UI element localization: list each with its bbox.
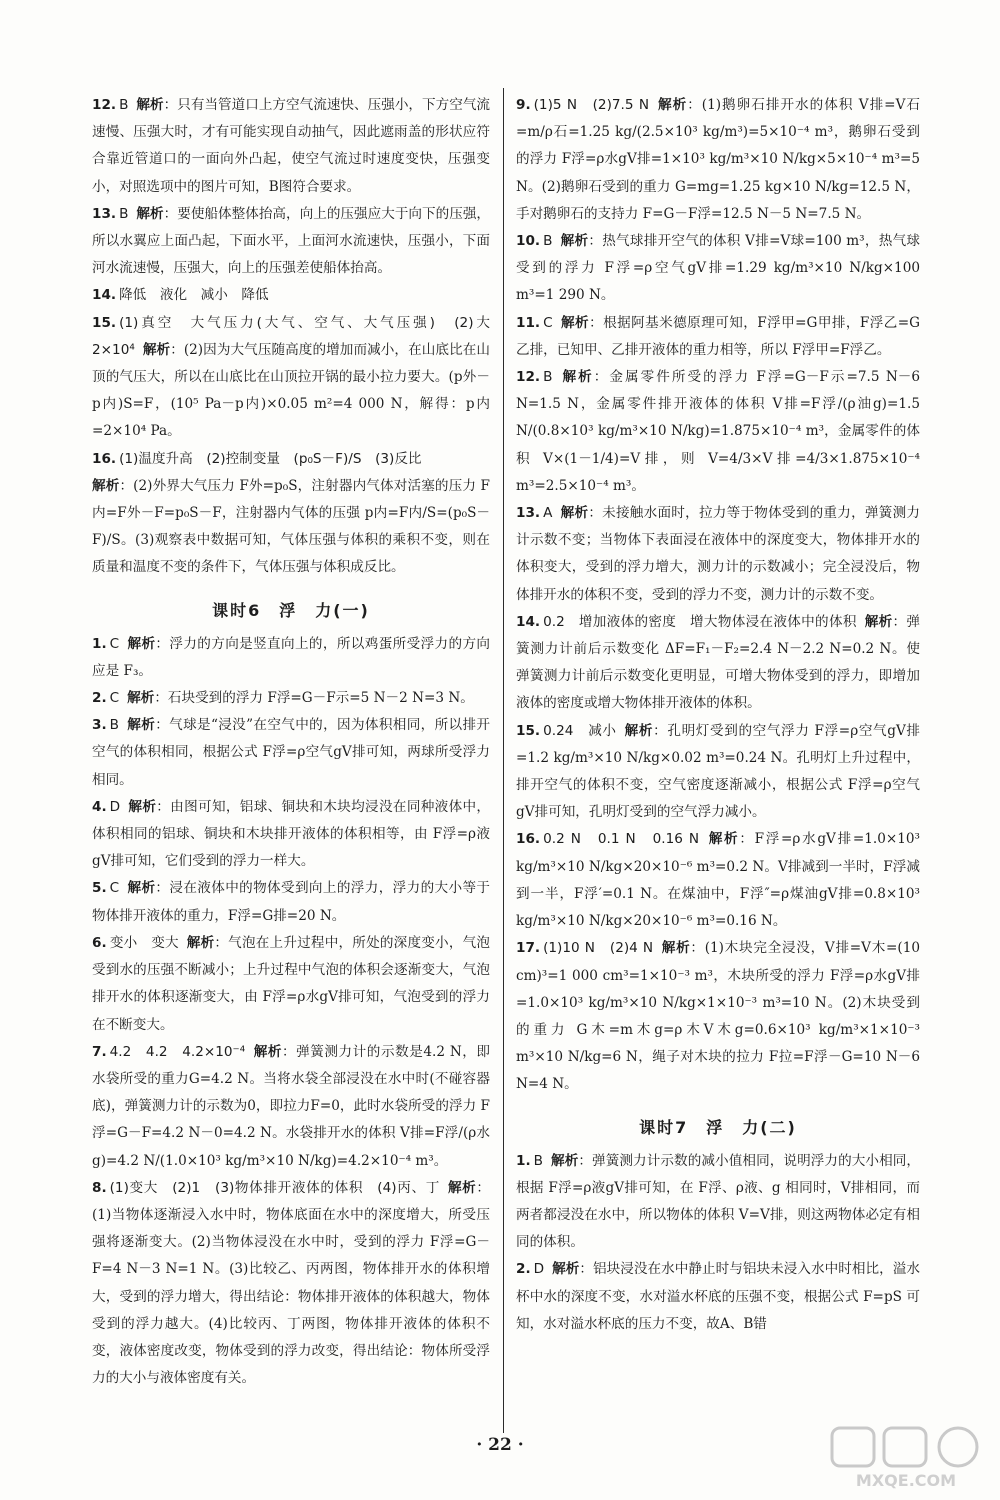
question-number: 11. <box>516 314 541 331</box>
question-number: 7. <box>92 1043 107 1060</box>
question-number: 16. <box>92 450 117 467</box>
explanation-label: 解析 <box>552 1261 580 1278</box>
explanation-text: ：(1)鹅卵石排开水的体积 V排=V石=m/ρ石=1.25 kg/(2.5×10³ kg/m³)=5×10⁻⁴ m³，鹅卵石受到的浮力 F浮=ρ水gV排=1×10³ kg/m³×10 N/kg×5×10⁻⁴ m³=5 N。(2)鹅卵石受到的重力 G=mg=1.25 kg×10 N/kg=12.5 N，手对鹅卵石的支持力 F=G－F浮=12.5 N－5 N=7.5 N。 <box>516 97 920 222</box>
answer-item <box>92 1039 490 1175</box>
explanation-label: 解析 <box>624 722 654 739</box>
answer-item <box>92 1175 490 1393</box>
explanation-text: ：浮力的方向是竖直向上的，所以鸡蛋所受浮力的方向应是 F₃。 <box>92 635 491 679</box>
answer-choice: 变小 变大 <box>109 934 179 951</box>
question-number: 2. <box>516 1261 531 1278</box>
answer-item <box>92 446 490 473</box>
answer-item <box>516 1256 920 1338</box>
answer-item <box>516 609 920 718</box>
explanation-label: 解析 <box>560 233 589 250</box>
question-number: 14. <box>516 613 541 630</box>
explanation-text: ：孔明灯受到的空气浮力 F浮=ρ空气gV排=1.2 kg/m³×10 N/kg×0.02 m³=0.24 N。孔明灯上升过程中，排开空气的体积不变，空气密度逐渐减小，根据公式 F浮=ρ空气gV排可知，孔明灯受到的空气浮力减小。 <box>516 722 921 821</box>
explanation-label: 解析 <box>128 798 157 815</box>
question-number: 1. <box>516 1152 531 1169</box>
answer-item <box>92 282 490 309</box>
explanation-text: ：要使船体整体抬高，向上的压强应大于向下的压强，所以水翼应上面凸起，下面水平，上面河水流速快，压强小，下面河水流速慢，压强大，向上的压强差使船体抬高。 <box>92 205 491 277</box>
watermark-logo <box>826 1422 986 1492</box>
question-number: 1. <box>92 635 107 652</box>
answer-item <box>516 718 920 827</box>
answer-item <box>92 685 490 712</box>
answer-choice: 降低 液化 减小 降低 <box>119 287 269 304</box>
explanation-label: 解析 <box>92 477 120 494</box>
explanation-label: 解析 <box>550 1152 579 1169</box>
answer-choice: 0.2 N 0.1 N 0.16 N <box>543 831 700 848</box>
question-number: 10. <box>516 233 541 250</box>
answer-item <box>516 364 920 500</box>
lesson-heading: 课时7 浮 力(二) <box>639 1117 797 1137</box>
explanation-label: 解析 <box>560 314 590 331</box>
answer-choice: D <box>109 798 121 815</box>
answer-choice: (1)5 N (2)7.5 N <box>533 97 649 113</box>
question-number: 3. <box>92 717 107 734</box>
answer-choice: B <box>109 717 119 734</box>
explanation-text: ：根据阿基米德原理可知，F浮甲=G甲排，F浮乙=G乙排，已知甲、乙排开液体的重力相等，所以 F浮甲=F浮乙。 <box>516 314 920 358</box>
explanation-text: ：铝块浸没在水中静止时与铝块未浸入水中时相比，溢水杯中水的深度不变，水对溢水杯底的压强不变，根据公式 F=pS 可知，水对溢水杯底的压力不变，故A、B错 <box>516 1261 921 1332</box>
question-number: 15. <box>92 314 117 331</box>
explanation-label: 解析 <box>186 934 215 951</box>
answer-item <box>92 310 504 446</box>
answer-item <box>516 826 920 935</box>
explanation-label: 解析 <box>126 717 156 734</box>
explanation-text: ：气球是“浸没”在空气中的，因为体积相同，所以排开空气的体积相同，根据公式 F浮=ρ空气gV排可知，两球所受浮力相同。 <box>92 717 491 788</box>
explanation-text: ：弹簧测力计的示数是4.2 N，即水袋所受的重力G=4.2 N。当将水袋全部浸没在水中时(不碰容器底)，弹簧测力计的示数为0，即拉力F=0，此时水袋所受的浮力 F浮=G－F=4.2 N－0=4.2 N。水袋排开水的体积 V排=F浮/(ρ水g)=4.2 N/(1.0×10³ kg/m³×10 N/kg)=4.2×10⁻⁴ m³。 <box>92 1043 491 1169</box>
answer-item <box>92 712 490 794</box>
question-number: 12. <box>92 97 117 113</box>
answer-choice: A <box>543 505 553 522</box>
column-divider <box>503 88 504 1433</box>
explanation-label: 解析 <box>127 690 155 707</box>
question-number: 13. <box>516 505 541 522</box>
explanation-label: 解析 <box>142 341 171 358</box>
explanation-text: ：气泡在上升过程中，所处的深度变小，气泡受到水的压强不断减小；上升过程中气泡的体积会逐渐变大，气泡排开水的体积逐渐变大，由 F浮=ρ水gV排可知，气泡受到的浮力在不断变大。 <box>92 934 491 1033</box>
answer-item <box>92 631 490 685</box>
question-number: 5. <box>92 880 107 897</box>
answer-item <box>516 228 920 310</box>
question-number: 9. <box>516 97 531 113</box>
explanation-label: 解析 <box>127 880 156 897</box>
explanation-text: ：热气球排开空气的体积 V排=V球=100 m³，热气球受到的浮力 F浮=ρ空气gV排=1.29 kg/m³×10 N/kg×100 m³=1 290 N。 <box>516 233 921 304</box>
explanation-label: 解析 <box>253 1043 282 1060</box>
answer-choice: B <box>533 1152 543 1169</box>
left-column <box>92 92 504 1392</box>
answer-choice: B <box>119 205 129 222</box>
explanation-label: 解析 <box>707 831 740 848</box>
explanation-label: 解析 <box>136 97 164 113</box>
answer-choice: C <box>109 635 120 652</box>
answer-item <box>92 930 490 1039</box>
explanation-label: 解析 <box>136 205 164 222</box>
explanation-text: ：只有当管道口上方空气流速快、压强小，下方空气流速慢、压强大时，才有可能实现自动抽气，因此遮雨盖的形状应符合靠近管道口的一面向外凸起，使空气流过时速度变快，压强变小，对照选项中的图片可知，B图符合要求。 <box>92 97 491 195</box>
explanation-label: 解析 <box>447 1179 477 1196</box>
page-number: · 22 · <box>476 1435 524 1455</box>
explanation-text: ：弹簧测力计前后示数变化 ΔF=F₁－F₂=2.4 N－2.2 N=0.2 N。使弹簧测力计前后示数变化更明显，可增大物体受到的浮力，即增加液体的密度或增大物体排开液体的体积。 <box>516 613 921 712</box>
question-number: 12. <box>516 369 541 386</box>
answer-item <box>516 1148 920 1257</box>
explanation-text: ：浸在液体中的物体受到向上的浮力，浮力的大小等于物体排开液体的重力，F浮=G排=20 N。 <box>92 880 491 924</box>
answer-item <box>516 500 920 609</box>
answer-choice: 0.24 减小 <box>543 722 617 739</box>
answer-choice: B <box>543 369 553 386</box>
explanation-text: ：石块受到的浮力 F浮=G－F示=5 N－2 N=3 N。 <box>154 690 474 707</box>
explanation-text: ：(1)当物体逐渐浸入水中时，物体底面在水中的深度增大，所受压强将逐渐变大。(2)当物体浸没在水中时，受到的浮力 F浮=G－F=4 N－3 N=1 N。(3)比较乙、丙两图，物体排开水的体积增大，受到的浮力增大，得出结论：物体排开液体的体积越大，物体受到的浮力越大。(4)比较丙、丁两图，物体排开液体的体积不变，液体密度改变，物体受到的浮力改变，得出结论：物体所受浮力的大小与液体密度有关。 <box>92 1179 491 1387</box>
answer-choice: 0.2 增加液体的密度 增大物体浸在液体中的体积 <box>543 613 857 630</box>
answer-item <box>516 935 920 1098</box>
answer-choice: (1)温度升高 (2)控制变量 (p₀S－F)/S (3)反比 <box>119 450 422 467</box>
question-number: 6. <box>92 934 107 951</box>
explanation-text: ：F浮=ρ水gV排=1.0×10³ kg/m³×10 N/kg×20×10⁻⁶ m³=0.2 N。V排减到一半时，F浮减到一半，F浮′=0.1 N。在煤油中，F浮″=ρ煤油gV排=0.8×10³ kg/m³×10 N/kg×20×10⁻⁶ m³=0.16 N。 <box>516 831 920 930</box>
explanation-label: 解析 <box>560 369 594 386</box>
question-number: 13. <box>92 205 117 222</box>
explanation-label: 解析 <box>657 97 688 113</box>
answer-item <box>92 92 490 201</box>
explanation-label: 解析 <box>661 940 691 957</box>
answer-choice: C <box>109 880 120 897</box>
explanation-label: 解析 <box>864 613 893 630</box>
explanation-text: ：金属零件所受的浮力 F浮=G－F示=7.5 N－6 N=1.5 N，金属零件排开液体的体积 V排=F浮/(ρ油g)=1.5 N/(0.8×10³ kg/m³×10 N/kg)=1.875×10⁻⁴ m³，金属零件的体积 V×(1－1/4)=V排，则 V=4/3×V排=4/3×1.875×10⁻⁴ m³=2.5×10⁻⁴ m³。 <box>516 369 920 494</box>
explanation-label: 解析 <box>127 635 156 652</box>
question-number: 16. <box>516 831 541 848</box>
question-number: 8. <box>92 1179 107 1196</box>
answer-item <box>92 794 490 876</box>
answer-choice: (1)变大 (2)1 (3)物体排开液体的体积 (4)丙、丁 <box>109 1179 440 1196</box>
answer-choice: B <box>119 97 129 113</box>
explanation-text: ：(2)因为大气压随高度的增加而减小，在山底比在山顶的气压大，所以在山底比在山顶拉开锅的最小拉力要大。(p外－p内)S=F，(10⁵ Pa－p内)×0.05 m²=4 000 N，解得：p内=2×10⁴ Pa。 <box>92 341 490 440</box>
answer-choice: 4.2 4.2 4.2×10⁻⁴ <box>109 1043 246 1060</box>
question-number: 2. <box>92 690 107 707</box>
explanation-text: ：未接触水面时，拉力等于物体受到的重力，弹簧测力计示数不变；当物体下表面浸在液体中的深度变大，物体排开水的体积变大，受到的浮力增大，测力计的示数减小；完全浸没后，物体排开水的体积不变，受到的浮力不变，测力计的示数不变。 <box>516 505 921 603</box>
lesson-heading: 课时6 浮 力(一) <box>212 600 370 620</box>
answer-choice: C <box>109 690 120 707</box>
question-number: 4. <box>92 798 107 815</box>
explanation-text: ：由图可知，铝球、铜块和木块均浸没在同种液体中，体积相同的铝球、铜块和木块排开液体的体积相等，由 F浮=ρ液gV排可知，它们受到的浮力一样大。 <box>92 798 491 870</box>
question-number: 14. <box>92 287 117 304</box>
answer-item <box>92 473 490 582</box>
svg-text:MXQE.COM: MXQE.COM <box>855 1471 957 1490</box>
answer-item <box>92 875 490 929</box>
answer-choice: B <box>543 233 553 250</box>
question-number: 15. <box>516 722 541 739</box>
right-column <box>516 92 920 1338</box>
answer-item <box>516 310 920 364</box>
explanation-text: ：(1)木块完全浸没，V排=V木=(10 cm)³=1 000 cm³=1×10⁻³ m³，木块所受的浮力 F浮=ρ水gV排=1.0×10³ kg/m³×10 N/kg×1×10⁻³ m³=10 N。(2)木块受到的重力 G木=m木g=ρ木V木g=0.6×10³ kg/m³×1×10⁻³ m³×10 N/kg=6 N，绳子对木块的拉力 F拉=F浮－G=10 N－6 N=4 N。 <box>516 940 921 1093</box>
answer-choice: (1)真空 大气压力(大气、空气、大气压强) (2)大 2×10⁴ <box>92 314 504 358</box>
question-number: 17. <box>516 940 541 957</box>
explanation-text: ：(2)外界大气压力 F外=p₀S，注射器内气体对活塞的压力 F内=F外－F=p₀S－F，注射器内气体的压强 p内=F内/S=(p₀S－F)/S。(3)观察表中数据可知，气体压强与体积的乘积不变，则在质量和温度不变的条件下，气体压强与体积成反比。 <box>92 477 490 576</box>
explanation-label: 解析 <box>560 505 589 522</box>
answer-item <box>516 92 920 228</box>
answer-choice: (1)10 N (2)4 N <box>543 940 654 957</box>
answer-item <box>92 201 490 283</box>
answer-choice: D <box>533 1261 545 1278</box>
answer-choice: C <box>543 314 553 331</box>
explanation-text: ：弹簧测力计示数的减小值相同，说明浮力的大小相同，根据 F浮=ρ液gV排可知，在 F浮、ρ液、g 相同时，V排相同，而两者都浸没在水中，所以物体的体积 V=V排，则这两物体必定有相同的体积。 <box>516 1152 921 1251</box>
